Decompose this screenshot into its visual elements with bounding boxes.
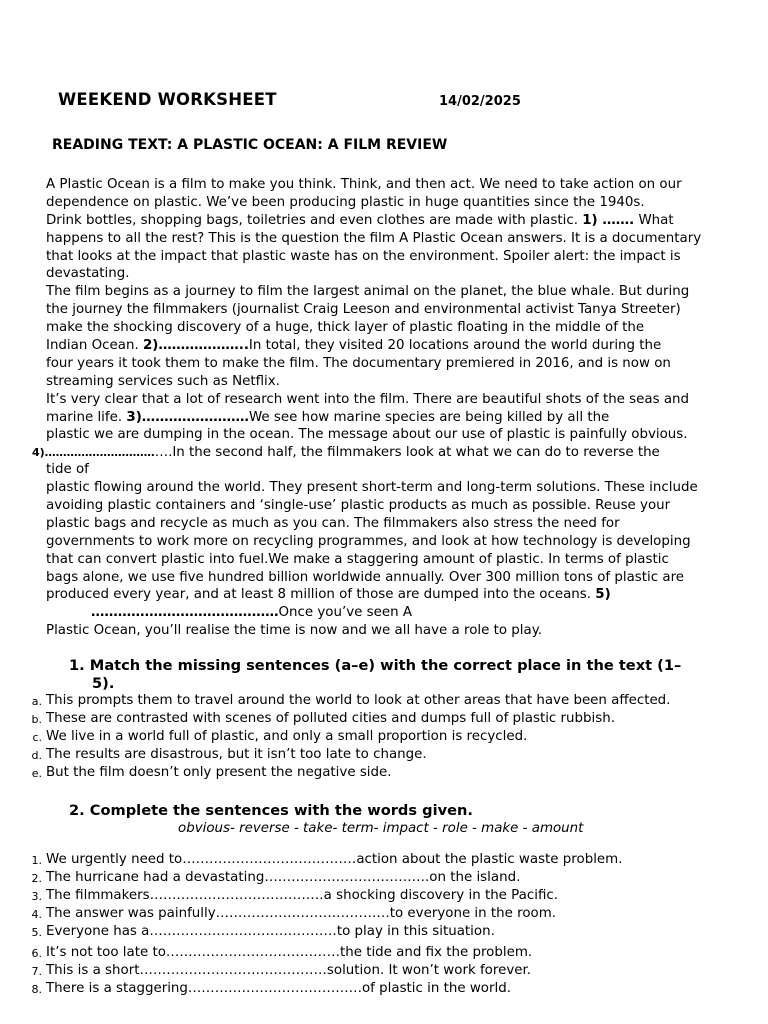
text-line: marine life. 3)……………………We see how marine species are being killed by all the (46, 409, 610, 425)
gap-5: 5) (595, 587, 611, 603)
text-line: plastic bags and recycle as much as you can. The filmmakers also stress the need for (46, 515, 620, 531)
gap-3: 3)…………………… (126, 409, 249, 425)
text-line: produced every year, and at least 8 million of those are dumped into the oceans. 5) (46, 587, 611, 603)
text-line: that looks at the impact that plastic waste has on the environment. Spoiler alert: the impact is (46, 248, 681, 264)
text-line: avoiding plastic containers and ‘single-use’ plastic products as much as possible. Reuse your (46, 498, 671, 514)
worksheet-date: 14/02/2025 (439, 94, 521, 109)
text-line: Drink bottles, shopping bags, toiletries and even clothes are made with plastic. 1) ……. What (46, 212, 674, 228)
word-bank: obvious- reverse - take- term- impact - role - make - amount (178, 821, 584, 836)
text-line: The film begins as a journey to film the largest animal on the planet, the blue whale. But during (46, 284, 690, 300)
text-line: plastic flowing around the world. They present short-term and long-term solutions. These include (46, 480, 698, 496)
gap-2: 2)……………….. (142, 338, 249, 354)
gap-4: 4)………………………… (32, 446, 155, 460)
text-line: 4)…………………………….In the second half, the filmmakers look at what we can do to reverse the (32, 445, 660, 461)
text-line: devastating. (46, 266, 130, 282)
text-line: plastic we are dumping in the ocean. The message about our use of plastic is painfully obvious. (46, 427, 688, 443)
text-line: dependence on plastic. We’ve been producing plastic in huge quantities since the 1940s. (46, 194, 645, 210)
gap-1: 1) ……. (582, 212, 635, 228)
worksheet-title: WEEKEND WORKSHEET (58, 90, 277, 109)
text-line: streaming services such as Netflix. (46, 373, 280, 389)
text-line: that can convert plastic into fuel.We make a staggering amount of plastic. In terms of plastic (46, 551, 669, 567)
text-line: ……………………………………Once you’ve seen A (91, 605, 412, 621)
text-line: Indian Ocean. 2)………………..In total, they visited 20 locations around the world during the (46, 338, 662, 354)
text-line: happens to all the rest? This is the question the film A Plastic Ocean answers. It is a documentary (46, 230, 702, 246)
reading-title: READING TEXT: A PLASTIC OCEAN: A FILM REVIEW (52, 137, 448, 153)
text-line: make the shocking discovery of a huge, thick layer of plastic floating in the middle of the (46, 320, 645, 336)
question-2-heading: 2. Complete the sentences with the words given. (69, 802, 473, 819)
text-line: governments to work more on recycling programmes, and look at how technology is developing (46, 533, 691, 549)
text-line: Plastic Ocean, you’ll realise the time is now and we all have a role to play. (46, 623, 543, 639)
reading-text (32, 176, 746, 640)
text-line: bags alone, we use five hundred billion worldwide annually. Over 300 million tons of plastic are (46, 569, 685, 585)
text-line: four years it took them to make the film. The documentary premiered in 2016, and is now on (46, 355, 671, 371)
question-1-heading: 1. Match the missing sentences (a–e) with the correct place in the text (1– 5). (69, 657, 682, 692)
text-line: It’s very clear that a lot of research went into the film. There are beautiful shots of the seas and (46, 391, 690, 407)
text-line: A Plastic Ocean is a film to make you think. Think, and then act. We need to take action on our (46, 177, 682, 192)
text-line: tide of (46, 462, 89, 478)
text-line: the journey the filmmakers (journalist Craig Leeson and environmental activist Tanya Streeter) (46, 302, 681, 318)
